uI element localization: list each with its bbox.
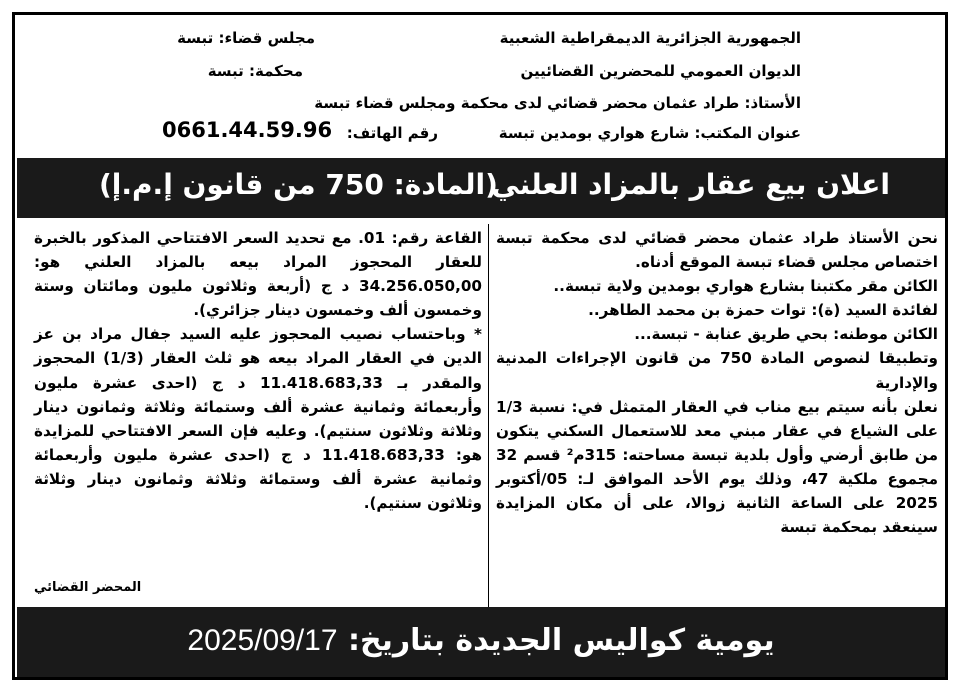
signature: المحضر القضائي: [34, 580, 142, 595]
header-address: عنوان المكتب: شارع هواري بومدين تبسة: [498, 124, 801, 142]
notice-paragraph: الكائن مقر مكتبنا بشارع هواري بومدين ولاية تبسة..: [553, 277, 938, 296]
notice-right-column: [496, 226, 938, 539]
header-bailiff: الأستاذ: طراد عثمان محضر قضائي لدى محكمة ومجلس قضاء تبسة: [314, 94, 801, 112]
notice-paragraph: لفائدة السيد (ة): توات حمزة بن محمد الطاهر..: [588, 301, 938, 320]
notice-paragraph: نحن الأستاذ طراد عثمان محضر قضائي لدى محكمة تبسة اختصاص مجلس قضاء تبسة الموقع أدناه.: [496, 229, 938, 272]
header-council: مجلس قضاء: تبسة: [177, 29, 315, 47]
notice-paragraph: * وباحتساب نصيب المحجوز عليه السيد جفال مراد بن عز الدين في العقار المراد بيعه هو ثلث العقار (1/3) المحجوز والمقدر بـ 11.418.683,33 د ج (احدى عشرة مليون وأربعمائة وثمانية عشرة ألف وستمائة وثلاثة وثمانون دينار وثلاثة وثلاثون سنتيم). وعليه فإن السعر الافتتاحي للمزايدة هو: 11.418.683,33 د ج (احدى عشرة مليون وأربعمائة وثمانية عشرة ألف وستمائة وثلاثة وثمانون دينار وثلاثة وثلاثون سنتيم).: [34, 325, 482, 513]
notice-paragraph: نعلن بأنه سيتم بيع مناب في العقار المتمثل في: نسبة 1/3 على الشياع في عقار مبني معد للاستعمال السكني يتكون من طابق أرضي وأول بلدية تبسة مساحته: 315م² قسم 32 مجموع ملكية 47، وذلك يوم الأحد الموافق لـ: 05/أكتوبر 2025 على الساعة الثانية زوالا، على أن مكان المزايدة سينعقد بمحكمة تبسة: [496, 397, 938, 537]
title-band: [17, 158, 945, 218]
footer-date: 2025/09/17: [187, 624, 338, 657]
column-divider: [488, 224, 489, 608]
header-phone-label: رقم الهاتف:: [346, 124, 438, 142]
notice-paragraph: الكائن موطنه: بحي طريق عنابة - تبسة...: [634, 325, 938, 344]
header-republic: الجمهورية الجزائرية الديمقراطية الشعبية: [499, 29, 801, 47]
footer-text: [17, 623, 945, 658]
header-court: محكمة: تبسة: [207, 62, 303, 80]
title-main: اعلان بيع عقار بالمزاد العلني: [491, 168, 890, 201]
header-office: الديوان العمومي للمحضرين القضائيين: [520, 62, 801, 80]
footer-prefix: يومية كواليس الجديدة بتاريخ:: [348, 623, 775, 658]
notice-paragraph: وتطبيقا لنصوص المادة 750 من قانون الإجراءات المدنية والإدارية: [496, 349, 938, 392]
title-article: (المادة: 750 من قانون إ.م.إ): [99, 168, 498, 201]
footer-band: [17, 607, 945, 677]
notice-paragraph: القاعة رقم: 01. مع تحديد السعر الافتتاحي المذكور بالخبرة للعقار المحجوز المراد بيعه بالمزاد العلني هو: 34.256.050,00 د ج (أربعة وثلاثون مليون ومائتان وستة وخمسون ألف وخمسون دينار جزائري).: [34, 229, 482, 320]
header-phone: 0661.44.59.96: [162, 118, 333, 142]
notice-left-column: [34, 226, 482, 515]
